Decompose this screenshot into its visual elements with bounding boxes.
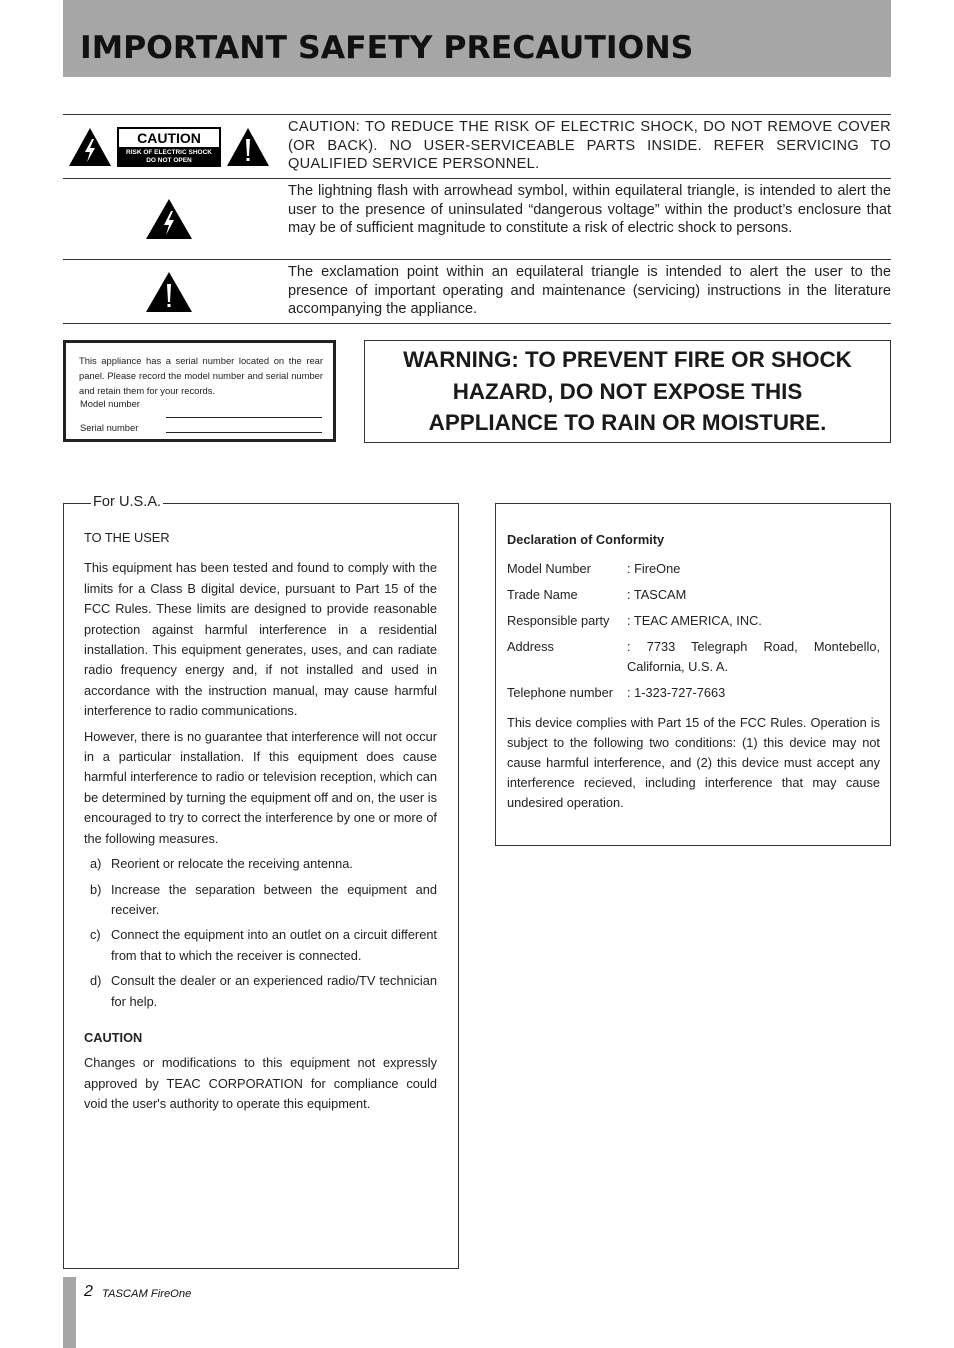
page-number: 2 (84, 1283, 93, 1300)
list-item-text: Reorient or relocate the receiving antenna. (111, 856, 353, 872)
list-marker: b) (90, 881, 102, 897)
declaration-of-conformity-box (495, 503, 891, 846)
list-marker: d) (90, 973, 102, 989)
serial-number-label: Serial number (80, 422, 139, 433)
doc-row-value: : 1-323-727-7663 (627, 685, 726, 700)
fcc-body (84, 528, 437, 1120)
model-number-line (166, 417, 322, 418)
doc-row-value: : TEAC AMERICA, INC. (627, 613, 762, 628)
list-item-text: Increase the separation between the equipment and receiver. (111, 881, 437, 917)
symbol-row-lightning (63, 178, 891, 259)
caution-label-title: CAUTION (119, 129, 219, 147)
list-item-text: Consult the dealer or an experienced radio/TV technician for help. (111, 973, 437, 1009)
fcc-paragraph-1: This equipment has been tested and found to comply with the limits for a Class B digital device, pursuant to Part 15 of the FCC Rules. These limits are designed to provide reasonable protection against harmful interference in a residential installation. This equipment generates, uses, and can radiate radio frequency energy and, if not installed and used in accordance with the instruction manual, may cause harmful interference to radio communications. (84, 560, 437, 719)
lightning-warning-icon (68, 127, 112, 167)
safety-symbols-table (63, 114, 891, 324)
caution-label-subtext (117, 149, 221, 165)
exclamation-symbol-cell (63, 260, 275, 323)
lightning-description: The lightning flash with arrowhead symbol, within equilateral triangle, is intended to alert the user to the presence of uninsulated “dangerous voltage” within the product’s enclosure that may be of sufficient magnitude to constitute a risk of electric shock to persons. (288, 183, 891, 236)
serial-number-line (166, 432, 322, 433)
doc-row-key: Telephone number (507, 685, 614, 700)
list-item-text: Connect the equipment into an outlet on a circuit different from that to which the receiver is connected. (111, 927, 437, 963)
declaration-body (507, 530, 880, 813)
doc-row-model (507, 559, 880, 579)
doc-row-value: : FireOne (627, 561, 681, 576)
caution-symbols (63, 115, 275, 178)
model-number-label: Model number (80, 398, 140, 409)
caution-label (117, 127, 221, 167)
exclamation-triangle-icon (145, 271, 193, 313)
caution-heading: CAUTION (84, 1029, 143, 1045)
serial-instructions: This appliance has a serial number located on the rear panel. Please record the model number and serial number and retain them for your records. (79, 355, 323, 396)
doc-row-key: Address (507, 639, 554, 654)
doc-row-value: : 7733 Telegraph Road, Montebello, California, U.S. A. (627, 639, 880, 674)
serial-number-box (63, 340, 336, 442)
caution-paragraph: Changes or modifications to this equipment not expressly approved by TEAC CORPORATION for compliance could void the user's authority to operate this equipment. (84, 1055, 437, 1112)
warning-box (364, 340, 891, 443)
doc-row-value: : TASCAM (627, 587, 687, 602)
lightning-symbol-cell (63, 179, 275, 259)
doc-row-address (507, 637, 880, 677)
doc-row-key: Trade Name (507, 587, 578, 602)
caution-sub-line-1: RISK OF ELECTRIC SHOCK (126, 148, 212, 156)
list-item (84, 925, 437, 966)
exclamation-description: The exclamation point within an equilateral triangle is intended to alert the user to the presence of important operating and maintenance (servicing) instructions in the literature accompanying the appliance. (288, 264, 891, 317)
declaration-title: Declaration of Conformity (507, 532, 665, 547)
fcc-paragraph-2: However, there is no guarantee that interference will not occur in a particular installation. If this equipment does cause harmful interference to radio or television reception, which can be determined by turning the equipment off and on, the user is encouraged to try to correct the interference by one or more of the following measures. (84, 728, 437, 846)
symbol-row-exclamation (63, 259, 891, 324)
footer-product: TASCAM FireOne (102, 1288, 192, 1300)
exclamation-warning-icon (226, 127, 270, 167)
lightning-triangle-icon (145, 198, 193, 240)
footer-bar (63, 1277, 76, 1348)
list-marker: c) (90, 927, 101, 943)
doc-row-key: Responsible party (507, 613, 610, 628)
list-item (84, 880, 437, 921)
list-marker: a) (90, 856, 102, 872)
caution-sub-line-2: DO NOT OPEN (146, 156, 192, 164)
doc-row-telephone (507, 683, 880, 703)
warning-text: WARNING: TO PREVENT FIRE OR SHOCK HAZARD, DO NOT EXPOSE THIS APPLIANCE TO RAIN OR MOISTURE. (403, 347, 852, 436)
interference-measures-list (84, 854, 437, 1012)
symbol-row-caution (63, 114, 891, 178)
doc-row-responsible-party (507, 611, 880, 631)
fcc-legend: For U.S.A. (93, 494, 162, 510)
caution-text: CAUTION: TO REDUCE THE RISK OF ELECTRIC SHOCK, DO NOT REMOVE COVER (OR BACK). NO USER-SERVICEABLE PARTS INSIDE. REFER SERVICING TO QUALIFIED SERVICE PERSONNEL. (288, 119, 891, 172)
fcc-compliance-note: This device complies with Part 15 of the FCC Rules. Operation is subject to the following two conditions: (1) this device may not cause harmful interference, and (2) this device must accept any interference recieved, including interference that may cause undesired operation. (507, 715, 880, 810)
doc-row-key: Model Number (507, 561, 591, 576)
fcc-usa-box (63, 494, 459, 1269)
to-the-user-heading: TO THE USER (84, 530, 170, 545)
page-title: IMPORTANT SAFETY PRECAUTIONS (80, 30, 694, 66)
doc-row-trade-name (507, 585, 880, 605)
list-item (84, 854, 437, 874)
list-item (84, 971, 437, 1012)
